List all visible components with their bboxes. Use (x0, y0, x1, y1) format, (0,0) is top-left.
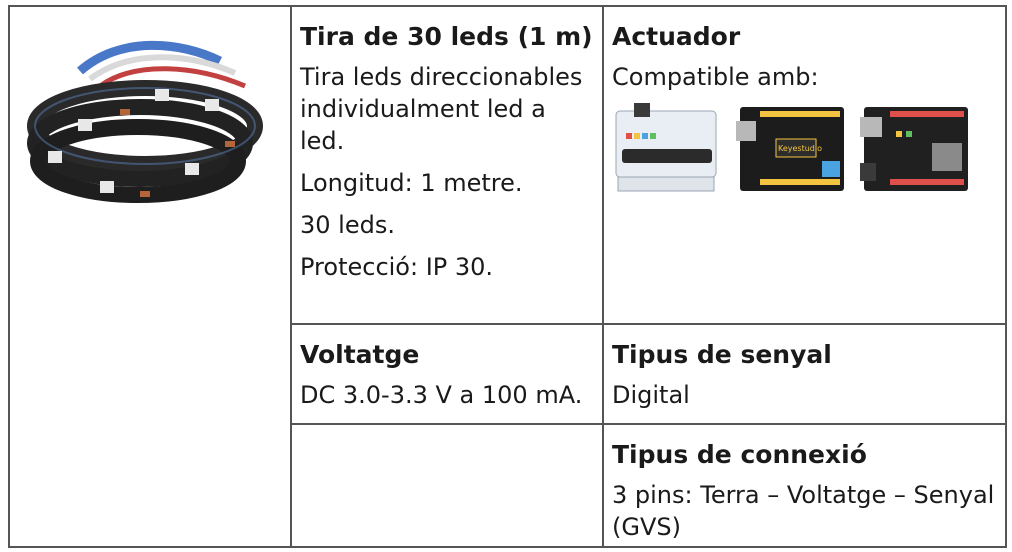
board-logo-text: Keyestudio (778, 144, 822, 153)
actuator-cell (604, 7, 1005, 323)
led-strip-image (20, 31, 270, 221)
voltage-value: DC 3.0-3.3 V a 100 mA. (300, 381, 583, 409)
empty-cell (292, 425, 602, 546)
compatible-label: Compatible amb: (612, 63, 819, 91)
product-description: Tira leds direccionables individualment led a led. (300, 63, 583, 155)
connection-title: Tipus de connexió (612, 440, 867, 469)
product-led-count: 30 leds. (300, 211, 395, 239)
signal-value: Digital (612, 381, 690, 409)
product-details-cell (292, 7, 602, 323)
product-image-cell (10, 7, 290, 323)
compatible-boards (612, 103, 997, 195)
keyestudio-board-image (736, 103, 846, 195)
signal-cell (604, 325, 1005, 423)
voltage-title: Voltatge (300, 340, 420, 369)
connection-value: 3 pins: Terra – Voltatge – Senyal (GVS) (612, 481, 995, 541)
signal-title: Tipus de senyal (612, 340, 832, 369)
product-title: Tira de 30 leds (1 m) (300, 22, 593, 51)
spec-table (8, 5, 1007, 548)
product-protection: Protecció: IP 30. (300, 253, 494, 281)
connection-cell (604, 425, 1005, 546)
product-length: Longitud: 1 metre. (300, 169, 523, 197)
actuator-title: Actuador (612, 22, 741, 51)
expansion-board-image (612, 103, 722, 195)
voltage-cell (292, 325, 602, 423)
esp32-board-image (860, 103, 970, 195)
